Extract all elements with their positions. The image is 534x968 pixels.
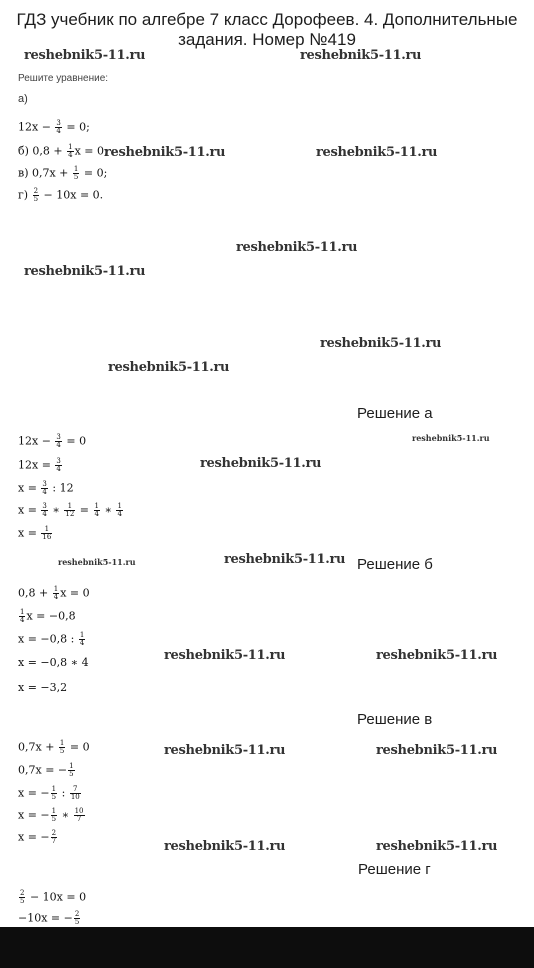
solution-a-heading: Решение а bbox=[357, 405, 433, 422]
solution-b-line-2: $\frac{1}{4}$ x = −0,8 bbox=[20, 608, 76, 624]
watermark: reshebnik5-11.ru bbox=[376, 648, 498, 663]
task-equation-b: б) 0,8 + $\frac{1}{4}$ x = 0; bbox=[18, 143, 108, 159]
watermark: reshebnik5-11.ru bbox=[164, 648, 286, 663]
solution-d-line-1: $\frac{2}{5}$ − 10x = 0 bbox=[20, 889, 87, 905]
solution-a-line-5: x = $\frac{1}{16}$ bbox=[18, 525, 52, 541]
solution-d-line-2: −10x = − $\frac{2}{5}$ bbox=[18, 910, 80, 926]
solution-b-line-1: 0,8 + $\frac{1}{4}$ x = 0 bbox=[18, 585, 90, 601]
watermark: reshebnik5-11.ru bbox=[224, 552, 346, 567]
watermark: reshebnik5-11.ru bbox=[320, 336, 442, 351]
watermark: reshebnik5-11.ru bbox=[200, 456, 322, 471]
watermark: reshebnik5-11.ru bbox=[316, 145, 438, 160]
solution-c-heading: Решение в bbox=[357, 711, 433, 728]
title-line-1: ГДЗ учебник по алгебре 7 класс Дорофеев. 4. Дополнительные bbox=[16, 10, 518, 29]
watermark: reshebnik5-11.ru bbox=[300, 48, 422, 63]
solution-c-line-1: 0,7x + $\frac{1}{5}$ = 0 bbox=[18, 739, 90, 755]
fraction: $\frac{1}{4}$ bbox=[68, 143, 73, 159]
watermark: reshebnik5-11.ru bbox=[104, 145, 226, 160]
solution-a-line-2: 12x = $\frac{3}{4}$ bbox=[18, 457, 61, 473]
watermark: reshebnik5-11.ru bbox=[236, 240, 358, 255]
watermark: reshebnik5-11.ru bbox=[108, 360, 230, 375]
solution-c-line-4: x = − $\frac{1}{5}$ ∗ $\frac{10}{7}$ bbox=[18, 807, 84, 823]
solution-d-heading: Решение г bbox=[358, 861, 431, 878]
task-equation-a: 12x − $\frac{3}{4}$ = 0; bbox=[18, 119, 90, 135]
solution-a-line-1: 12x − $\frac{3}{4}$ = 0 bbox=[18, 433, 87, 449]
task-equation-d: г) $\frac{2}{5}$ − 10x = 0. bbox=[18, 187, 104, 203]
solution-b-line-5: x = −3,2 bbox=[18, 681, 68, 694]
watermark: reshebnik5-11.ru bbox=[164, 743, 286, 758]
solution-a-line-4: x = $\frac{3}{4}$ ∗ $\frac{1}{12}$ = $\frac{1}{4}$ ∗ $\frac{1}{4}$ bbox=[18, 502, 122, 518]
bottom-bar bbox=[0, 927, 534, 968]
fraction: $\frac{1}{5}$ bbox=[73, 165, 79, 181]
task-equation-c: в) 0,7x + $\frac{1}{5}$ = 0; bbox=[18, 165, 108, 181]
watermark: reshebnik5-11.ru bbox=[412, 433, 490, 443]
solution-b-line-4: x = −0,8 ∗ 4 bbox=[18, 656, 89, 669]
page-title bbox=[0, 10, 534, 50]
solution-c-line-2: 0,7x = − $\frac{1}{5}$ bbox=[18, 762, 74, 778]
title-line-2: задания. Номер №419 bbox=[178, 30, 356, 49]
watermark: reshebnik5-11.ru bbox=[24, 264, 146, 279]
watermark: reshebnik5-11.ru bbox=[376, 839, 498, 854]
watermark: reshebnik5-11.ru bbox=[376, 743, 498, 758]
solution-a-line-3: x = $\frac{3}{4}$ : 12 bbox=[18, 480, 74, 496]
watermark: reshebnik5-11.ru bbox=[164, 839, 286, 854]
solution-b-heading: Решение б bbox=[357, 556, 433, 573]
solution-c-line-5: x = − $\frac{2}{7}$ bbox=[18, 829, 57, 845]
solution-c-line-3: x = − $\frac{1}{5}$ : $\frac{7}{10}$ bbox=[18, 785, 80, 801]
solution-b-line-3: x = −0,8 : $\frac{1}{4}$ bbox=[18, 631, 85, 647]
fraction: $\frac{3}{4}$ bbox=[56, 119, 61, 135]
task-label-a: а) bbox=[18, 93, 28, 105]
task-intro: Решите уравнение: bbox=[18, 73, 109, 84]
fraction: $\frac{2}{5}$ bbox=[33, 187, 39, 203]
watermark: reshebnik5-11.ru bbox=[24, 48, 146, 63]
watermark: reshebnik5-11.ru bbox=[58, 557, 136, 567]
